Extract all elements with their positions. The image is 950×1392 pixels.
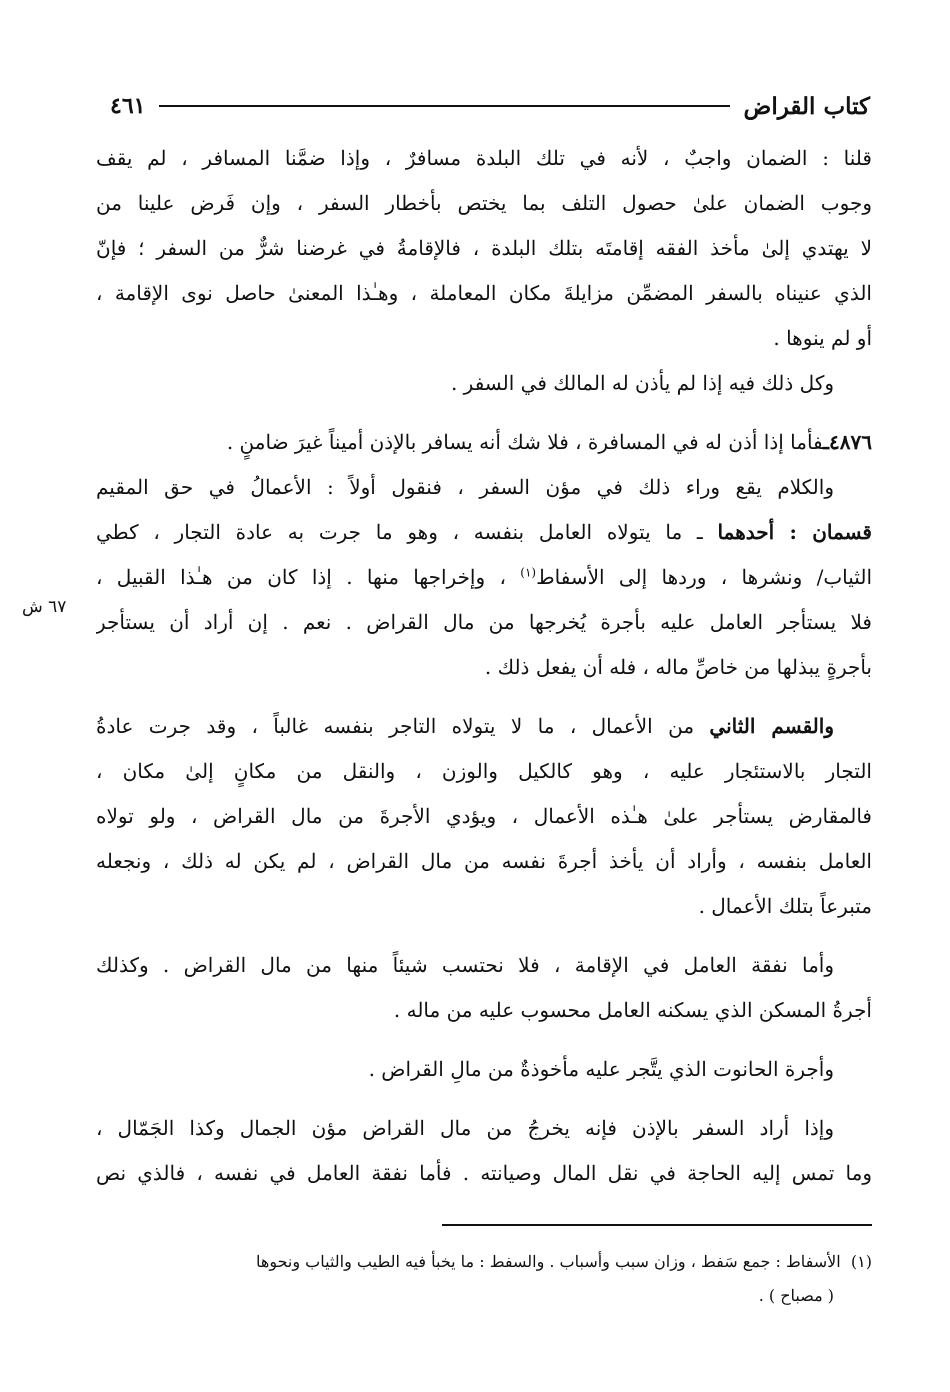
text-run: ـ ما يتولاه العامل بنفسه ، وهو ما جرت به عادة التجار ، كطي <box>96 520 718 544</box>
footnote-marker: (١) <box>850 1252 872 1271</box>
text-line: وما تمس إليه الحاجة في نقل المال وصيانته . فأما نفقة العامل في نفسه ، فالذي نص <box>96 1161 872 1185</box>
text-run: ، وإخراجها منها . إذا كان من هـٰذا القبيل ، <box>96 565 521 589</box>
text-line: وإذا أراد السفر بالإذن فإنه يخرجُ من مال القراض مؤن الجمال وكذا الجَمّال ، <box>96 1116 834 1140</box>
book-title: كتاب القراض <box>743 92 870 120</box>
text-line: متبرعاً بتلك الأعمال . <box>698 894 872 918</box>
paragraph-number: ٤٨٧٦ـ <box>823 430 872 454</box>
text-run: من الأعمال ، ما لا يتولاه التاجر بنفسه غالباً ، وقد جرت عادةُ <box>96 714 710 738</box>
header-rule <box>159 105 729 107</box>
text-line <box>96 555 872 600</box>
text-line: بأجرةٍ يبذلها من خاصِّ ماله ، فله أن يفعل ذلك . <box>484 655 872 679</box>
footnote-line: ( مصباح ) . <box>758 1286 834 1305</box>
footnote-reference: (١) <box>520 565 537 580</box>
text-line: أو لم ينوها . <box>773 326 872 350</box>
text-line: فلا يستأجر العامل عليه بأجرة يُخرجها من مال القراض . نعم . إن أراد أن يستأجر <box>96 610 872 634</box>
text-line: وأما نفقة العامل في الإقامة ، فلا نحتسب شيئاً منها من مال القراض . وكذلك <box>96 953 834 977</box>
text-line <box>96 510 872 555</box>
footnotes <box>96 1245 872 1313</box>
text-run: الثياب/ ونشرها ، وردها إلى الأسفاط <box>536 565 872 589</box>
footnote-separator <box>442 1224 872 1226</box>
text-line: وجوب الضمان علىٰ حصول التلف بما يختص بأخطار السفر ، وإن فَرض علينا من <box>96 191 872 215</box>
footnote-line <box>96 1245 872 1279</box>
footnote-text: الأسفاط : جمع سَفط ، وزان سبب وأسباب . والسفط : ما يخبأ فيه الطيب والثياب ونحوها <box>256 1252 841 1271</box>
text-line: وأجرة الحانوت الذي يتَّجر عليه مأخوذةٌ من مالِ القراض . <box>368 1057 834 1081</box>
running-header <box>110 86 870 126</box>
paragraph-text: فأما إذا أذن له في المسافرة ، فلا شك أنه يسافر بالإذن أميناً غيرَ ضامنٍ . <box>226 430 824 454</box>
text-line: قلنا : الضمان واجبٌ ، لأنه في تلك البلدة مسافرٌ ، وإذا ضمَّنا المسافر ، لم يقف <box>96 146 872 170</box>
numbered-paragraph <box>96 420 872 465</box>
text-line: الذي عنيناه بالسفر المضمِّن مزايلةَ مكان المعاملة ، وهـٰذا المعنىٰ حاصل نوى الإقامة ، <box>96 281 872 305</box>
text-line: التجار بالاستئجار عليه ، وهو كالكيل والوزن ، والنقل من مكانٍ إلىٰ مكان ، <box>96 759 872 783</box>
bold-term: قسمان : أحدهما <box>717 520 872 544</box>
page-number: ٤٦١ <box>110 93 146 119</box>
bold-term: والقسم الثاني <box>709 714 834 738</box>
text-line: أجرةُ المسكن الذي يسكنه العامل محسوب عليه من ماله . <box>393 998 872 1022</box>
text-line: والكلام يقع وراء ذلك في مؤن السفر ، فنقول أولاً : الأعمالُ في حق المقيم <box>96 475 834 499</box>
text-line: العامل بنفسه ، وأراد أن يأخذ أجرةَ نفسه من مال القراض ، لم يكن له ذلك ، ونجعله <box>96 849 872 873</box>
text-line: وكل ذلك فيه إذا لم يأذن له المالك في السفر . <box>450 371 834 395</box>
text-line: فالمقارض يستأجر علىٰ هـٰذه الأعمال ، ويؤدي الأجرةَ من مال القراض ، ولو تولاه <box>96 804 872 828</box>
text-line: لا يهتدي إلىٰ مأخذ الفقه إقامتَه بتلك البلدة ، فالإقامةُ في غرضنا شرٌّ من السفر ؛ فإنّ <box>96 236 872 260</box>
text-line <box>96 704 872 749</box>
margin-manuscript-note: ٦٧ ش <box>22 597 67 617</box>
main-text <box>96 136 872 1196</box>
